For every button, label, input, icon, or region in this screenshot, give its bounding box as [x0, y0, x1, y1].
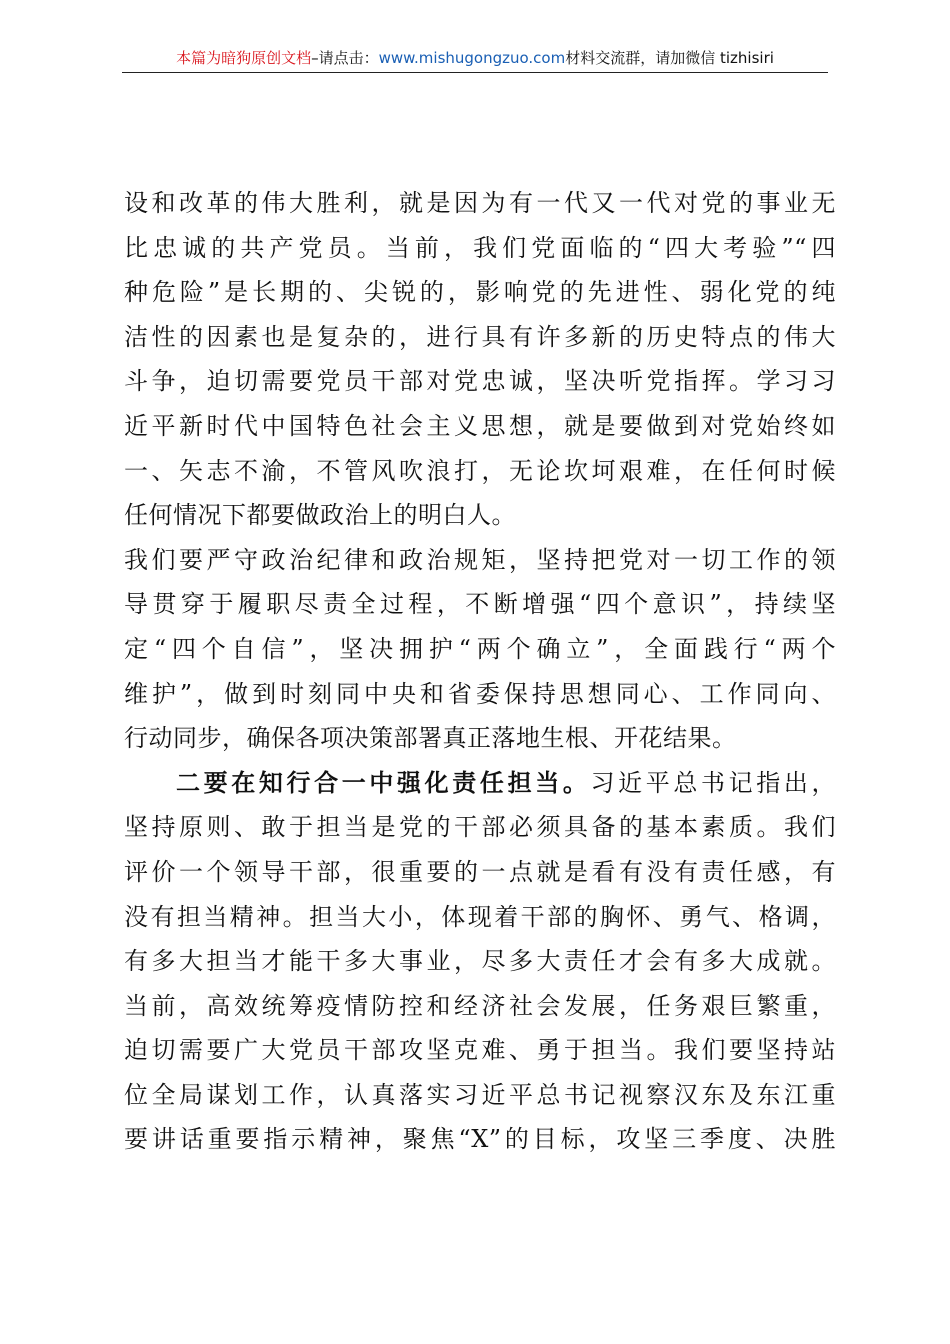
page-header: [122, 46, 828, 73]
body-line: 近平新时代中国特色社会主义思想，就是要做到对党始终如: [124, 411, 836, 440]
body-line: 坚持原则、敢于担当是党的干部必须具备的基本素质。我们: [124, 813, 836, 842]
body-line: 任何情况下都要做政治上的明白人。: [124, 501, 516, 530]
body-line: 导贯穿于履职尽责全过程，不断增强“四个意识”，持续坚: [124, 590, 836, 619]
header-original-notice: 本篇为暗狗原创文档: [176, 49, 312, 67]
section-heading-line: [124, 761, 836, 806]
body-line: 要讲话重要指示精神，聚焦“X”的目标，攻坚三季度、决胜: [124, 1125, 836, 1154]
body-line: 比忠诚的共产党员。当前，我们党面临的“四大考验”“四: [124, 233, 836, 262]
body-line: 评价一个领导干部，很重要的一点就是看有没有责任感，有: [124, 857, 836, 886]
body-line: 一、矢志不渝，不管风吹浪打，无论坎坷艰难，在任何时候: [124, 456, 836, 485]
body-line: 洁性的因素也是复杂的，进行具有许多新的历史特点的伟大: [124, 322, 836, 351]
body-line: 迫切需要广大党员干部攻坚克难、勇于担当。我们要坚持站: [124, 1036, 836, 1065]
document-body: [124, 181, 836, 1162]
body-line: 种危险”是长期的、尖锐的，影响党的先进性、弱化党的纯: [124, 278, 836, 307]
section-heading: 二要在知行合一中强化责任担当。: [176, 767, 591, 797]
body-line: 定“四个自信”，坚决拥护“两个确立”，全面践行“两个: [124, 634, 836, 663]
body-line: 没有担当精神。担当大小，体现着干部的胸怀、勇气、格调，: [124, 902, 836, 931]
header-website-link[interactable]: www.mishugongzuo.com: [378, 49, 566, 67]
body-line: 我们要严守政治纪律和政治规矩，坚持把党对一切工作的领: [124, 545, 836, 574]
section-heading-rest: 习近平总书记指出，: [590, 768, 837, 797]
body-line: 有多大担当才能干多大事业，尽多大责任才会有多大成就。: [124, 947, 836, 976]
body-line: 设和改革的伟大胜利，就是因为有一代又一代对党的事业无: [124, 189, 836, 217]
body-line: 当前，高效统筹疫情防控和经济社会发展，任务艰巨繁重，: [124, 991, 836, 1020]
body-line: 位全局谋划工作，认真落实习近平总书记视察汉东及东江重: [124, 1080, 836, 1109]
header-click-text: –请点击：: [311, 49, 379, 67]
body-line: 行动同步，确保各项决策部署真正落地生根、开花结果。: [124, 724, 737, 753]
body-line: 维护”，做到时刻同中央和省委保持思想同心、工作同向、: [124, 679, 836, 708]
header-wechat-notice: 材料交流群，请加微信 tizhisiri: [565, 49, 774, 67]
body-line: 斗争，迫切需要党员干部对党忠诚，坚决听党指挥。学习习: [124, 367, 836, 396]
